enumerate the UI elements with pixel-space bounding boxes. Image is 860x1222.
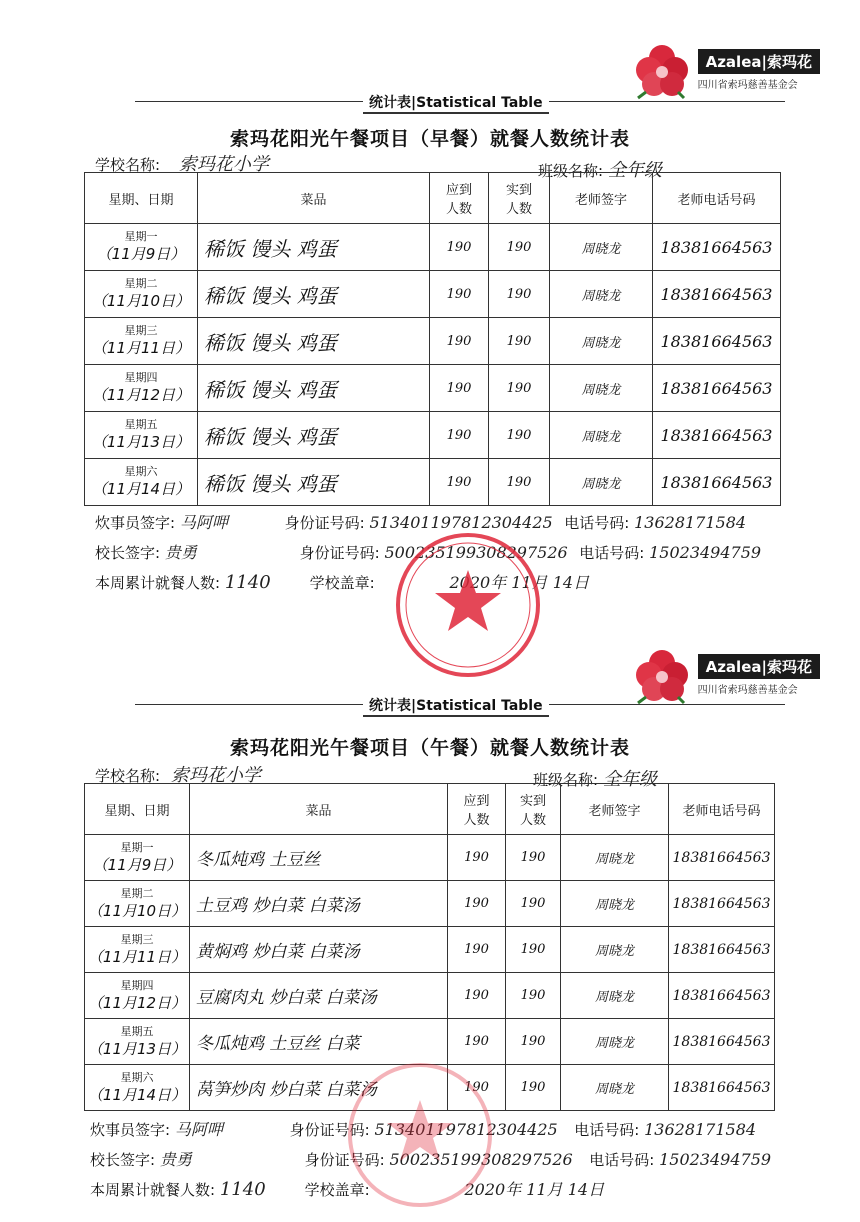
actual-cell: 190 [489,224,550,271]
principal-phone-label: 电话号码: [579,544,645,562]
table-row [85,412,781,459]
expected-cell: 190 [448,1065,506,1111]
dish-cell: 豆腐肉丸 炒白菜 白菜汤 [190,973,448,1019]
col-dish: 菜品 [198,173,430,224]
weekly-total-label: 本周累计就餐人数: [90,1181,216,1199]
cook-id: 513401197812304425 [374,1120,558,1139]
cook-sign-label: 炊事员签字: [90,1121,171,1139]
brand-name-en: Azalea [705,658,762,676]
teacher-sign-cell: 周晓龙 [561,1065,669,1111]
table-row [85,224,781,271]
teacher-sign-cell: 周晓龙 [550,318,653,365]
expected-cell: 190 [430,412,489,459]
expected-cell: 190 [430,271,489,318]
teacher-phone-cell: 18381664563 [669,835,775,881]
cook-name: 马阿呷 [174,1120,223,1139]
brand-name-cn: 索玛花 [766,658,812,676]
day-cell: 星期三 （11月11日） [85,318,198,365]
principal-sign-label: 校长签字: [90,1151,156,1169]
teacher-phone-cell: 18381664563 [669,973,775,1019]
col-dish: 菜品 [190,784,448,835]
col-teacher-sign: 老师签字 [561,784,669,835]
teacher-phone-cell: 18381664563 [653,412,781,459]
star-icon [435,570,501,631]
principal-id-label: 身份证号码: [299,544,380,562]
day-cell: 星期一 （11月9日） [85,224,198,271]
actual-cell: 190 [489,365,550,412]
cook-id-label: 身份证号码: [284,514,365,532]
day-cell: 星期二 （11月10日） [85,271,198,318]
school-value: 索玛花小学 [170,765,261,786]
teacher-phone-cell: 18381664563 [653,459,781,506]
day-cell: 星期五 （11月13日） [85,1019,190,1065]
day-cell: 星期六 （11月14日） [85,1065,190,1111]
sign-date: 2020年 11月 14日 [449,573,590,592]
actual-cell: 190 [506,1019,561,1065]
brand-org: 四川省索玛慈善基金会 [697,80,798,91]
principal-name: 贵勇 [159,1150,192,1169]
sign-date: 2020年 11月 14日 [464,1180,605,1199]
actual-cell: 190 [489,459,550,506]
school-seal-stamp [393,530,543,680]
actual-cell: 190 [506,881,561,927]
col-expected: 应到 人数 [430,173,489,224]
dish-cell: 莴笋炒肉 炒白菜 白菜汤 [190,1065,448,1111]
day-cell: 星期四 （11月12日） [85,973,190,1019]
dish-cell: 稀饭 馒头 鸡蛋 [198,365,430,412]
weekly-total-label: 本周累计就餐人数: [95,574,221,592]
table-row [85,835,775,881]
table-row [85,271,781,318]
school-value: 索玛花小学 [178,154,269,175]
cook-phone: 13628171584 [634,513,747,532]
cook-name: 马阿呷 [179,513,228,532]
expected-cell: 190 [430,365,489,412]
day-cell: 星期四 （11月12日） [85,365,198,412]
section-tag: 统计表|Statistical Table [363,695,549,717]
breakfast-table [84,172,781,506]
dish-cell: 稀饭 馒头 鸡蛋 [198,459,430,506]
expected-cell: 190 [430,224,489,271]
table-row [85,1019,775,1065]
brand-title: Azalea|索玛花 [698,654,820,679]
principal-phone: 15023494759 [649,543,762,562]
table-row [85,318,781,365]
teacher-sign-cell: 周晓龙 [550,224,653,271]
section-bar [135,695,785,713]
cook-id: 513401197812304425 [369,513,553,532]
cook-phone: 13628171584 [644,1120,757,1139]
day-cell: 星期五 （11月13日） [85,412,198,459]
class-label: 班级名称: [533,771,599,789]
expected-cell: 190 [448,1019,506,1065]
table-row [85,365,781,412]
principal-phone-label: 电话号码: [589,1151,655,1169]
teacher-sign-cell: 周晓龙 [550,412,653,459]
brand-name-en: Azalea [705,53,762,71]
dish-cell: 稀饭 馒头 鸡蛋 [198,271,430,318]
col-expected: 应到 人数 [448,784,506,835]
col-day: 星期、日期 [85,173,198,224]
teacher-sign-cell: 周晓龙 [561,973,669,1019]
star-icon [387,1100,453,1161]
teacher-sign-cell: 周晓龙 [550,459,653,506]
expected-cell: 190 [448,973,506,1019]
cook-sign-label: 炊事员签字: [95,514,176,532]
col-teacher-sign: 老师签字 [550,173,653,224]
breakfast-title: 索玛花阳光午餐项目（早餐）就餐人数统计表 [229,128,630,150]
class-label: 班级名称: [538,162,604,180]
school-label: 学校名称: [95,156,161,174]
day-cell: 星期二 （11月10日） [85,881,190,927]
cook-phone-label: 电话号码: [574,1121,640,1139]
dish-cell: 稀饭 馒头 鸡蛋 [198,318,430,365]
principal-id-label: 身份证号码: [304,1151,385,1169]
brand-title: Azalea|索玛花 [698,49,820,74]
dish-cell: 冬瓜炖鸡 土豆丝 [190,835,448,881]
teacher-phone-cell: 18381664563 [653,271,781,318]
dish-cell: 稀饭 馒头 鸡蛋 [198,412,430,459]
section-bar [135,92,785,110]
weekly-total: 1140 [224,572,271,593]
actual-cell: 190 [506,835,561,881]
table-row [85,927,775,973]
teacher-phone-cell: 18381664563 [669,1065,775,1111]
table-header [85,173,781,224]
teacher-phone-cell: 18381664563 [653,318,781,365]
teacher-phone-cell: 18381664563 [669,881,775,927]
brand-logo [632,40,820,100]
school-label: 学校名称: [95,767,161,785]
actual-cell: 190 [489,271,550,318]
section-tag: 统计表|Statistical Table [363,92,549,114]
actual-cell: 190 [506,973,561,1019]
day-cell: 星期六 （11月14日） [85,459,198,506]
principal-name: 贵勇 [164,543,197,562]
brand-name-cn: 索玛花 [766,53,812,71]
cook-id-label: 身份证号码: [289,1121,370,1139]
azalea-flower-icon [632,40,692,100]
table-row [85,881,775,927]
actual-cell: 190 [489,318,550,365]
class-value: 全年级 [602,769,657,790]
teacher-phone-cell: 18381664563 [669,1019,775,1065]
principal-phone: 15023494759 [659,1150,772,1169]
teacher-phone-cell: 18381664563 [653,224,781,271]
dish-cell: 稀饭 馒头 鸡蛋 [198,224,430,271]
school-seal-label: 学校盖章: [304,1181,370,1199]
col-teacher-phone: 老师电话号码 [669,784,775,835]
teacher-sign-cell: 周晓龙 [561,1019,669,1065]
principal-id: 500235199308297526 [384,543,568,562]
principal-id: 500235199308297526 [389,1150,573,1169]
expected-cell: 190 [430,459,489,506]
teacher-phone-cell: 18381664563 [653,365,781,412]
school-seal-label: 学校盖章: [309,574,375,592]
dish-cell: 冬瓜炖鸡 土豆丝 白菜 [190,1019,448,1065]
cook-phone-label: 电话号码: [564,514,630,532]
day-cell: 星期一 （11月9日） [85,835,190,881]
teacher-sign-cell: 周晓龙 [550,271,653,318]
table-row [85,973,775,1019]
dish-cell: 黄焖鸡 炒白菜 白菜汤 [190,927,448,973]
teacher-sign-cell: 周晓龙 [550,365,653,412]
teacher-sign-cell: 周晓龙 [561,927,669,973]
lunch-title: 索玛花阳光午餐项目（午餐）就餐人数统计表 [229,737,630,759]
weekly-total: 1140 [219,1179,266,1200]
brand-org: 四川省索玛慈善基金会 [697,685,798,696]
actual-cell: 190 [506,927,561,973]
teacher-sign-cell: 周晓龙 [561,835,669,881]
col-day: 星期、日期 [85,784,190,835]
actual-cell: 190 [506,1065,561,1111]
dish-cell: 土豆鸡 炒白菜 白菜汤 [190,881,448,927]
expected-cell: 190 [448,881,506,927]
expected-cell: 190 [448,927,506,973]
table-row [85,459,781,506]
teacher-phone-cell: 18381664563 [669,927,775,973]
teacher-sign-cell: 周晓龙 [561,881,669,927]
col-actual: 实到 人数 [489,173,550,224]
expected-cell: 190 [448,835,506,881]
table-header [85,784,775,835]
col-actual: 实到 人数 [506,784,561,835]
class-value: 全年级 [607,160,662,181]
principal-sign-label: 校长签字: [95,544,161,562]
col-teacher-phone: 老师电话号码 [653,173,781,224]
day-cell: 星期三 （11月11日） [85,927,190,973]
expected-cell: 190 [430,318,489,365]
actual-cell: 190 [489,412,550,459]
school-seal-stamp [345,1060,495,1210]
